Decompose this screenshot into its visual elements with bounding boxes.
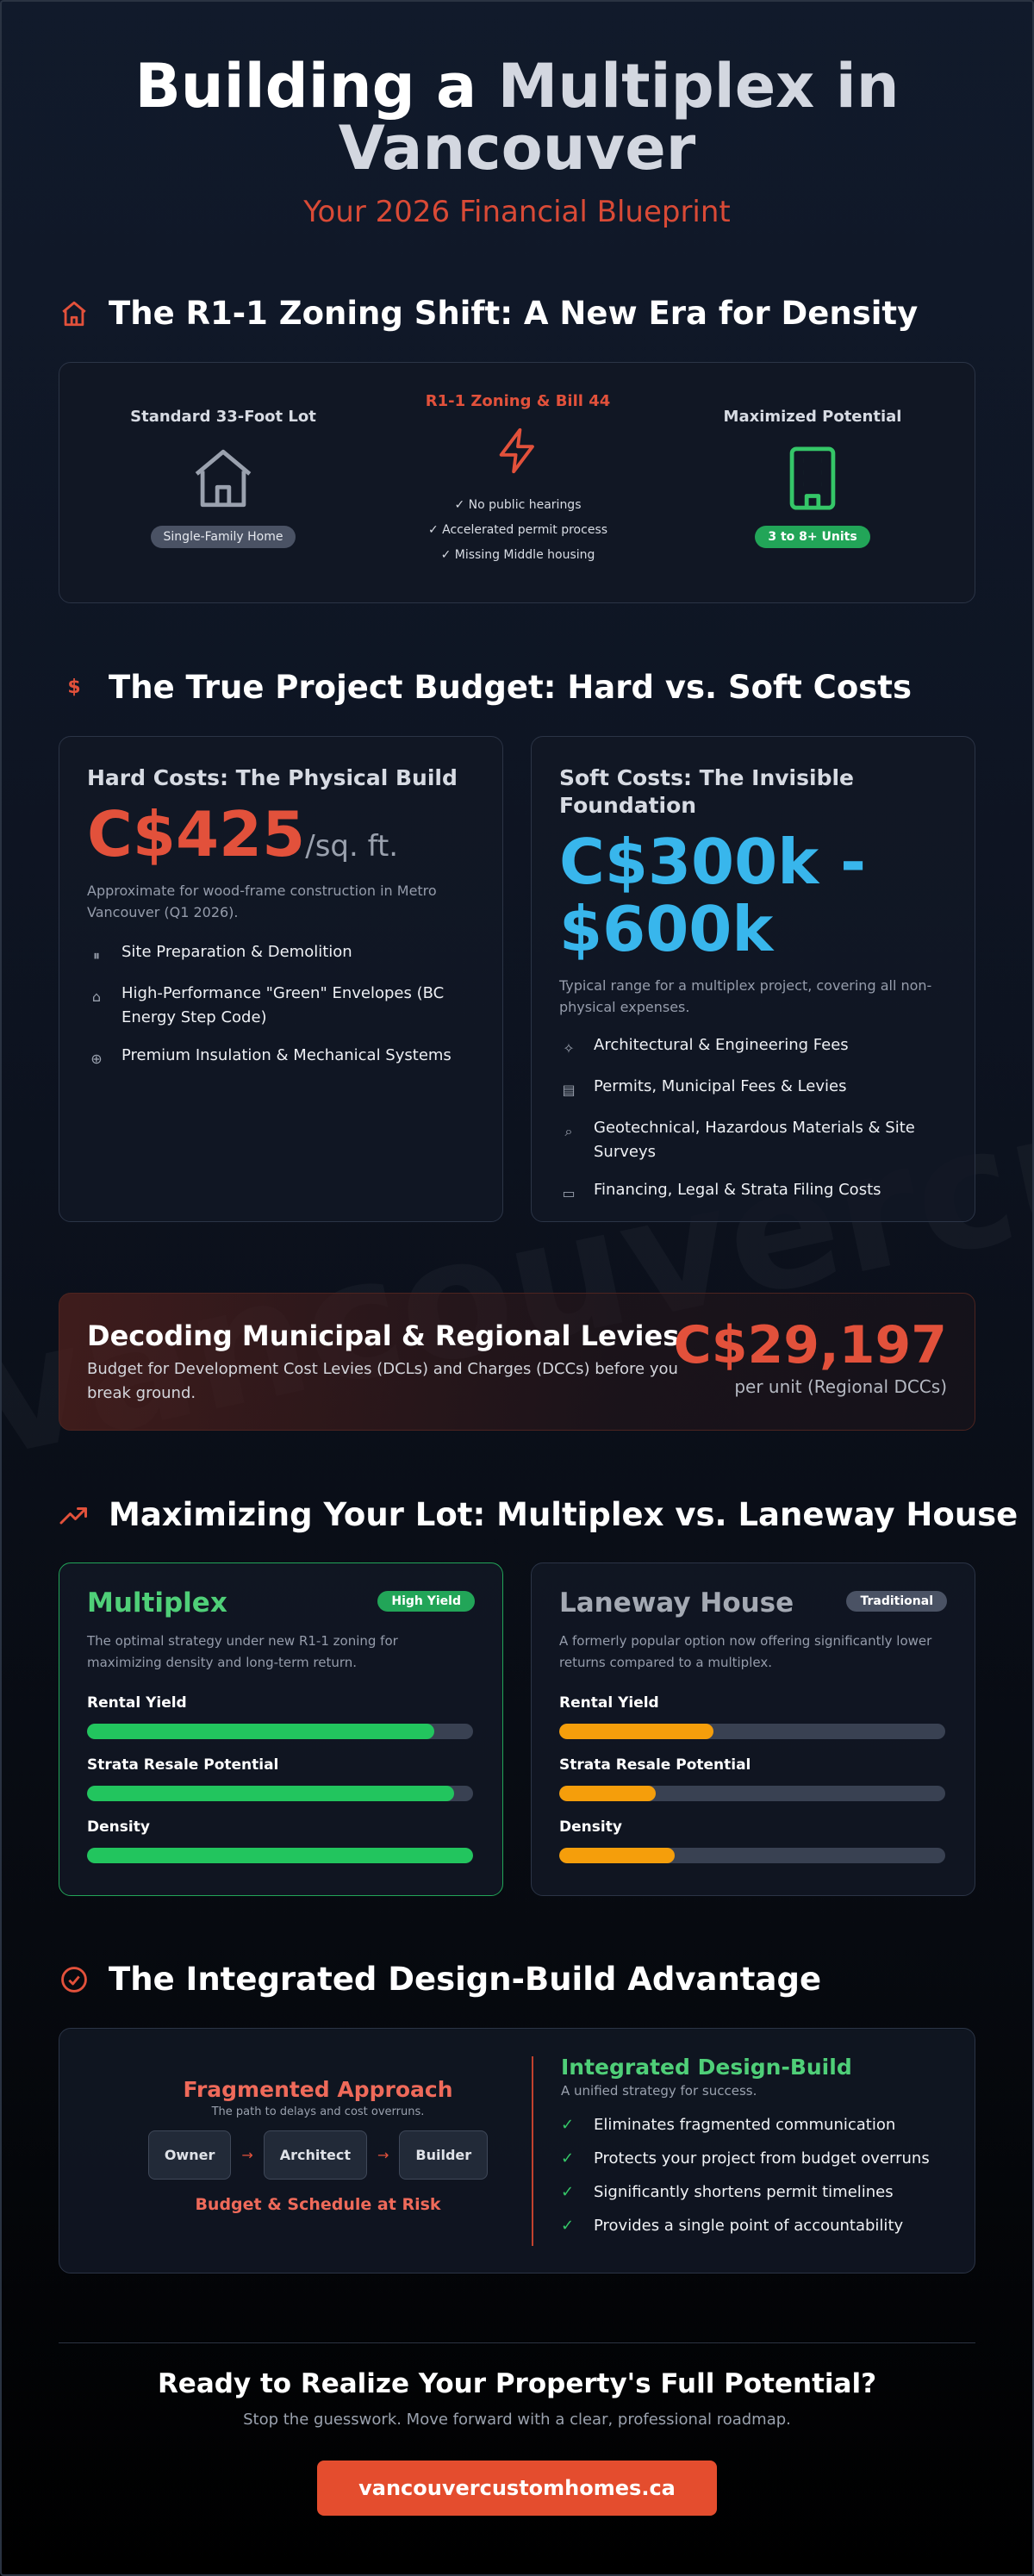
zoning-heading bbox=[59, 295, 918, 332]
search-icon: ⌕ bbox=[564, 1123, 573, 1139]
integrated-title: Integrated Design-Build bbox=[561, 2055, 852, 2080]
list-item bbox=[561, 2149, 957, 2167]
check-icon: ✓ bbox=[561, 2183, 575, 2201]
demolition-icon: ⏸ bbox=[92, 947, 100, 964]
divider bbox=[59, 2342, 975, 2343]
metric-fill bbox=[87, 1848, 473, 1863]
cta-website-button[interactable]: vancouvercustomhomes.ca bbox=[317, 2461, 717, 2516]
metric-fill bbox=[87, 1786, 454, 1801]
list-item-text: Financing, Legal & Strata Filing Costs bbox=[594, 1181, 881, 1199]
list-item-text: High-Performance "Green" Envelopes (BC Energy Step Code) bbox=[121, 984, 445, 1026]
metric-bar bbox=[87, 1724, 473, 1739]
list-item-text: Provides a single point of accountability bbox=[594, 2217, 904, 2235]
soft-costs-title: Soft Costs: The Invisible Foundation bbox=[559, 765, 854, 818]
multiplex-title: Multiplex bbox=[87, 1587, 227, 1619]
zoning-col-maximized bbox=[683, 408, 942, 548]
metric-fill bbox=[559, 1848, 675, 1863]
list-item bbox=[561, 2217, 957, 2235]
building-icon bbox=[683, 443, 942, 517]
multiplex-desc: The optimal strategy under new R1-1 zoning for maximizing density and long-term return. bbox=[87, 1633, 398, 1670]
hard-costs-price: C$425 bbox=[87, 798, 306, 870]
metric-label: Density bbox=[87, 1818, 150, 1836]
zoning-title: The R1-1 Zoning Shift: A New Era for Density bbox=[109, 295, 919, 332]
high-yield-badge: High Yield bbox=[377, 1591, 475, 1612]
sparkle-icon: ✧ bbox=[563, 1040, 575, 1057]
zoning-checklist bbox=[389, 493, 647, 568]
integrated-block bbox=[561, 2055, 957, 2250]
metric-strata-resale bbox=[559, 1756, 945, 1801]
integrated-sub: A unified strategy for success. bbox=[561, 2083, 757, 2099]
list-item-text: Significantly shortens permit timelines bbox=[594, 2183, 894, 2201]
zoning-col-title: R1-1 Zoning & Bill 44 bbox=[425, 392, 611, 410]
cta-subtitle: Stop the guesswork. Move forward with a clear, professional roadmap. bbox=[243, 2411, 791, 2429]
metric-bar bbox=[559, 1724, 945, 1739]
list-item bbox=[559, 1178, 947, 1206]
list-item bbox=[87, 982, 475, 1030]
laneway-title: Laneway House bbox=[559, 1587, 794, 1619]
compare-title: Maximizing Your Lot: Multiplex vs. Laneway House bbox=[109, 1496, 1018, 1533]
zoning-check-item: ✓ No public hearings bbox=[454, 498, 582, 512]
list-item bbox=[87, 940, 475, 968]
zoning-col-title: Standard 33-Foot Lot bbox=[130, 408, 316, 426]
list-item bbox=[561, 2116, 957, 2134]
budget-title: The True Project Budget: Hard vs. Soft Costs bbox=[109, 669, 912, 706]
shield-check-icon bbox=[59, 1964, 90, 1995]
list-item-text: Architectural & Engineering Fees bbox=[594, 1036, 849, 1054]
metric-label: Strata Resale Potential bbox=[87, 1756, 279, 1774]
metric-bar bbox=[87, 1786, 473, 1801]
list-item-text: Protects your project from budget overruns bbox=[594, 2149, 930, 2167]
list-item bbox=[87, 1044, 475, 1071]
metric-density bbox=[87, 1818, 473, 1863]
metric-fill bbox=[559, 1724, 713, 1739]
soft-costs-note: Typical range for a multiplex project, covering all non-physical expenses. bbox=[559, 977, 932, 1015]
title-part-3: Vancouver bbox=[338, 113, 696, 184]
page-subtitle: Your 2026 Financial Blueprint bbox=[303, 195, 731, 229]
list-item-text: Geotechnical, Hazardous Materials & Site Surveys bbox=[594, 1119, 915, 1161]
node-architect: Architect bbox=[264, 2130, 367, 2180]
zoning-check-item: ✓ Missing Middle housing bbox=[440, 548, 595, 562]
metric-bar bbox=[87, 1848, 473, 1863]
lightning-icon bbox=[389, 426, 647, 479]
metric-label: Density bbox=[559, 1818, 622, 1836]
design-card bbox=[59, 2028, 975, 2273]
divider bbox=[532, 2056, 533, 2246]
zoning-col-title: Maximized Potential bbox=[723, 408, 902, 426]
compare-heading bbox=[59, 1496, 1018, 1533]
metric-fill bbox=[559, 1786, 656, 1801]
metric-density bbox=[559, 1818, 945, 1863]
traditional-badge: Traditional bbox=[846, 1591, 947, 1612]
soft-costs-range-line2: $600k bbox=[559, 893, 774, 965]
metric-rental-yield bbox=[559, 1694, 945, 1739]
fragmented-flow bbox=[94, 2130, 542, 2180]
house-small-icon: ⌂ bbox=[91, 989, 102, 1005]
fragmented-title: Fragmented Approach bbox=[183, 2077, 453, 2102]
house-icon bbox=[94, 443, 352, 517]
levies-amount: C$29,197 bbox=[673, 1315, 947, 1375]
coin-icon: ⊕ bbox=[90, 1051, 103, 1067]
hard-costs-list bbox=[87, 940, 475, 1071]
zoning-check-item: ✓ Accelerated permit process bbox=[427, 523, 608, 537]
levies-title: Decoding Municipal & Regional Levies bbox=[87, 1319, 680, 1352]
page-title bbox=[0, 51, 1034, 184]
zoning-pill-single-family: Single-Family Home bbox=[151, 526, 296, 548]
home-outline-icon bbox=[59, 298, 90, 329]
list-item bbox=[559, 1033, 947, 1061]
check-icon: ✓ bbox=[561, 2217, 575, 2235]
zoning-col-standard bbox=[94, 408, 352, 548]
soft-costs-card bbox=[531, 736, 975, 1222]
node-builder: Builder bbox=[399, 2130, 488, 2180]
check-icon: ✓ bbox=[561, 2149, 575, 2167]
arrow-right-icon: → bbox=[241, 2147, 253, 2163]
zoning-pill-units: 3 to 8+ Units bbox=[755, 526, 869, 548]
title-part-1: Building a bbox=[134, 51, 477, 122]
metric-strata-resale bbox=[87, 1756, 473, 1801]
hard-costs-title: Hard Costs: The Physical Build bbox=[87, 765, 458, 790]
laneway-card bbox=[531, 1562, 975, 1896]
soft-costs-list bbox=[559, 1033, 947, 1206]
cta-title: Ready to Realize Your Property's Full Potential? bbox=[157, 2368, 877, 2399]
hard-costs-price-row bbox=[87, 798, 475, 870]
list-item bbox=[559, 1116, 947, 1164]
metric-label: Strata Resale Potential bbox=[559, 1756, 751, 1774]
trending-up-icon bbox=[59, 1500, 90, 1531]
list-item bbox=[559, 1075, 947, 1102]
zoning-card bbox=[59, 362, 975, 603]
design-title: The Integrated Design-Build Advantage bbox=[109, 1961, 822, 1998]
list-item-text: Permits, Municipal Fees & Levies bbox=[594, 1077, 847, 1095]
integrated-list bbox=[561, 2116, 957, 2235]
node-owner: Owner bbox=[148, 2130, 232, 2180]
budget-heading bbox=[59, 669, 912, 706]
levies-desc: Budget for Development Cost Levies (DCLs) and Charges (DCCs) before you break ground. bbox=[87, 1360, 678, 1402]
metric-label: Rental Yield bbox=[559, 1694, 659, 1712]
soft-costs-range bbox=[559, 828, 947, 963]
arrow-right-icon: → bbox=[377, 2147, 389, 2163]
metric-bar bbox=[559, 1786, 945, 1801]
document-icon: ▤ bbox=[562, 1082, 576, 1098]
list-item-text: Premium Insulation & Mechanical Systems bbox=[121, 1046, 452, 1064]
list-item bbox=[561, 2183, 957, 2201]
metric-label: Rental Yield bbox=[87, 1694, 187, 1712]
hard-costs-card bbox=[59, 736, 503, 1222]
levies-per-unit: per unit (Regional DCCs) bbox=[734, 1376, 947, 1397]
soft-costs-range-line1: C$300k - bbox=[559, 826, 867, 898]
levies-banner bbox=[59, 1293, 975, 1431]
metric-bar bbox=[559, 1848, 945, 1863]
hard-costs-unit: /sq. ft. bbox=[305, 829, 399, 864]
list-item-text: Site Preparation & Demolition bbox=[121, 943, 352, 961]
fragmented-risk: Budget & Schedule at Risk bbox=[195, 2195, 441, 2214]
metric-fill bbox=[87, 1724, 434, 1739]
check-icon: ✓ bbox=[561, 2116, 575, 2134]
fragmented-block bbox=[94, 2077, 542, 2214]
title-part-2: Multiplex in bbox=[497, 51, 900, 122]
card-icon: ▭ bbox=[562, 1185, 576, 1201]
zoning-col-r1 bbox=[389, 392, 647, 568]
metric-rental-yield bbox=[87, 1694, 473, 1739]
laneway-desc: A formerly popular option now offering significantly lower returns compared to a multiplex. bbox=[559, 1633, 932, 1670]
fragmented-sub: The path to delays and cost overruns. bbox=[211, 2105, 425, 2118]
dollar-icon: $ bbox=[67, 677, 81, 698]
design-heading bbox=[59, 1961, 821, 1998]
hard-costs-note: Approximate for wood-frame construction in Metro Vancouver (Q1 2026). bbox=[87, 883, 437, 920]
list-item-text: Eliminates fragmented communication bbox=[594, 2116, 896, 2134]
multiplex-card bbox=[59, 1562, 503, 1896]
